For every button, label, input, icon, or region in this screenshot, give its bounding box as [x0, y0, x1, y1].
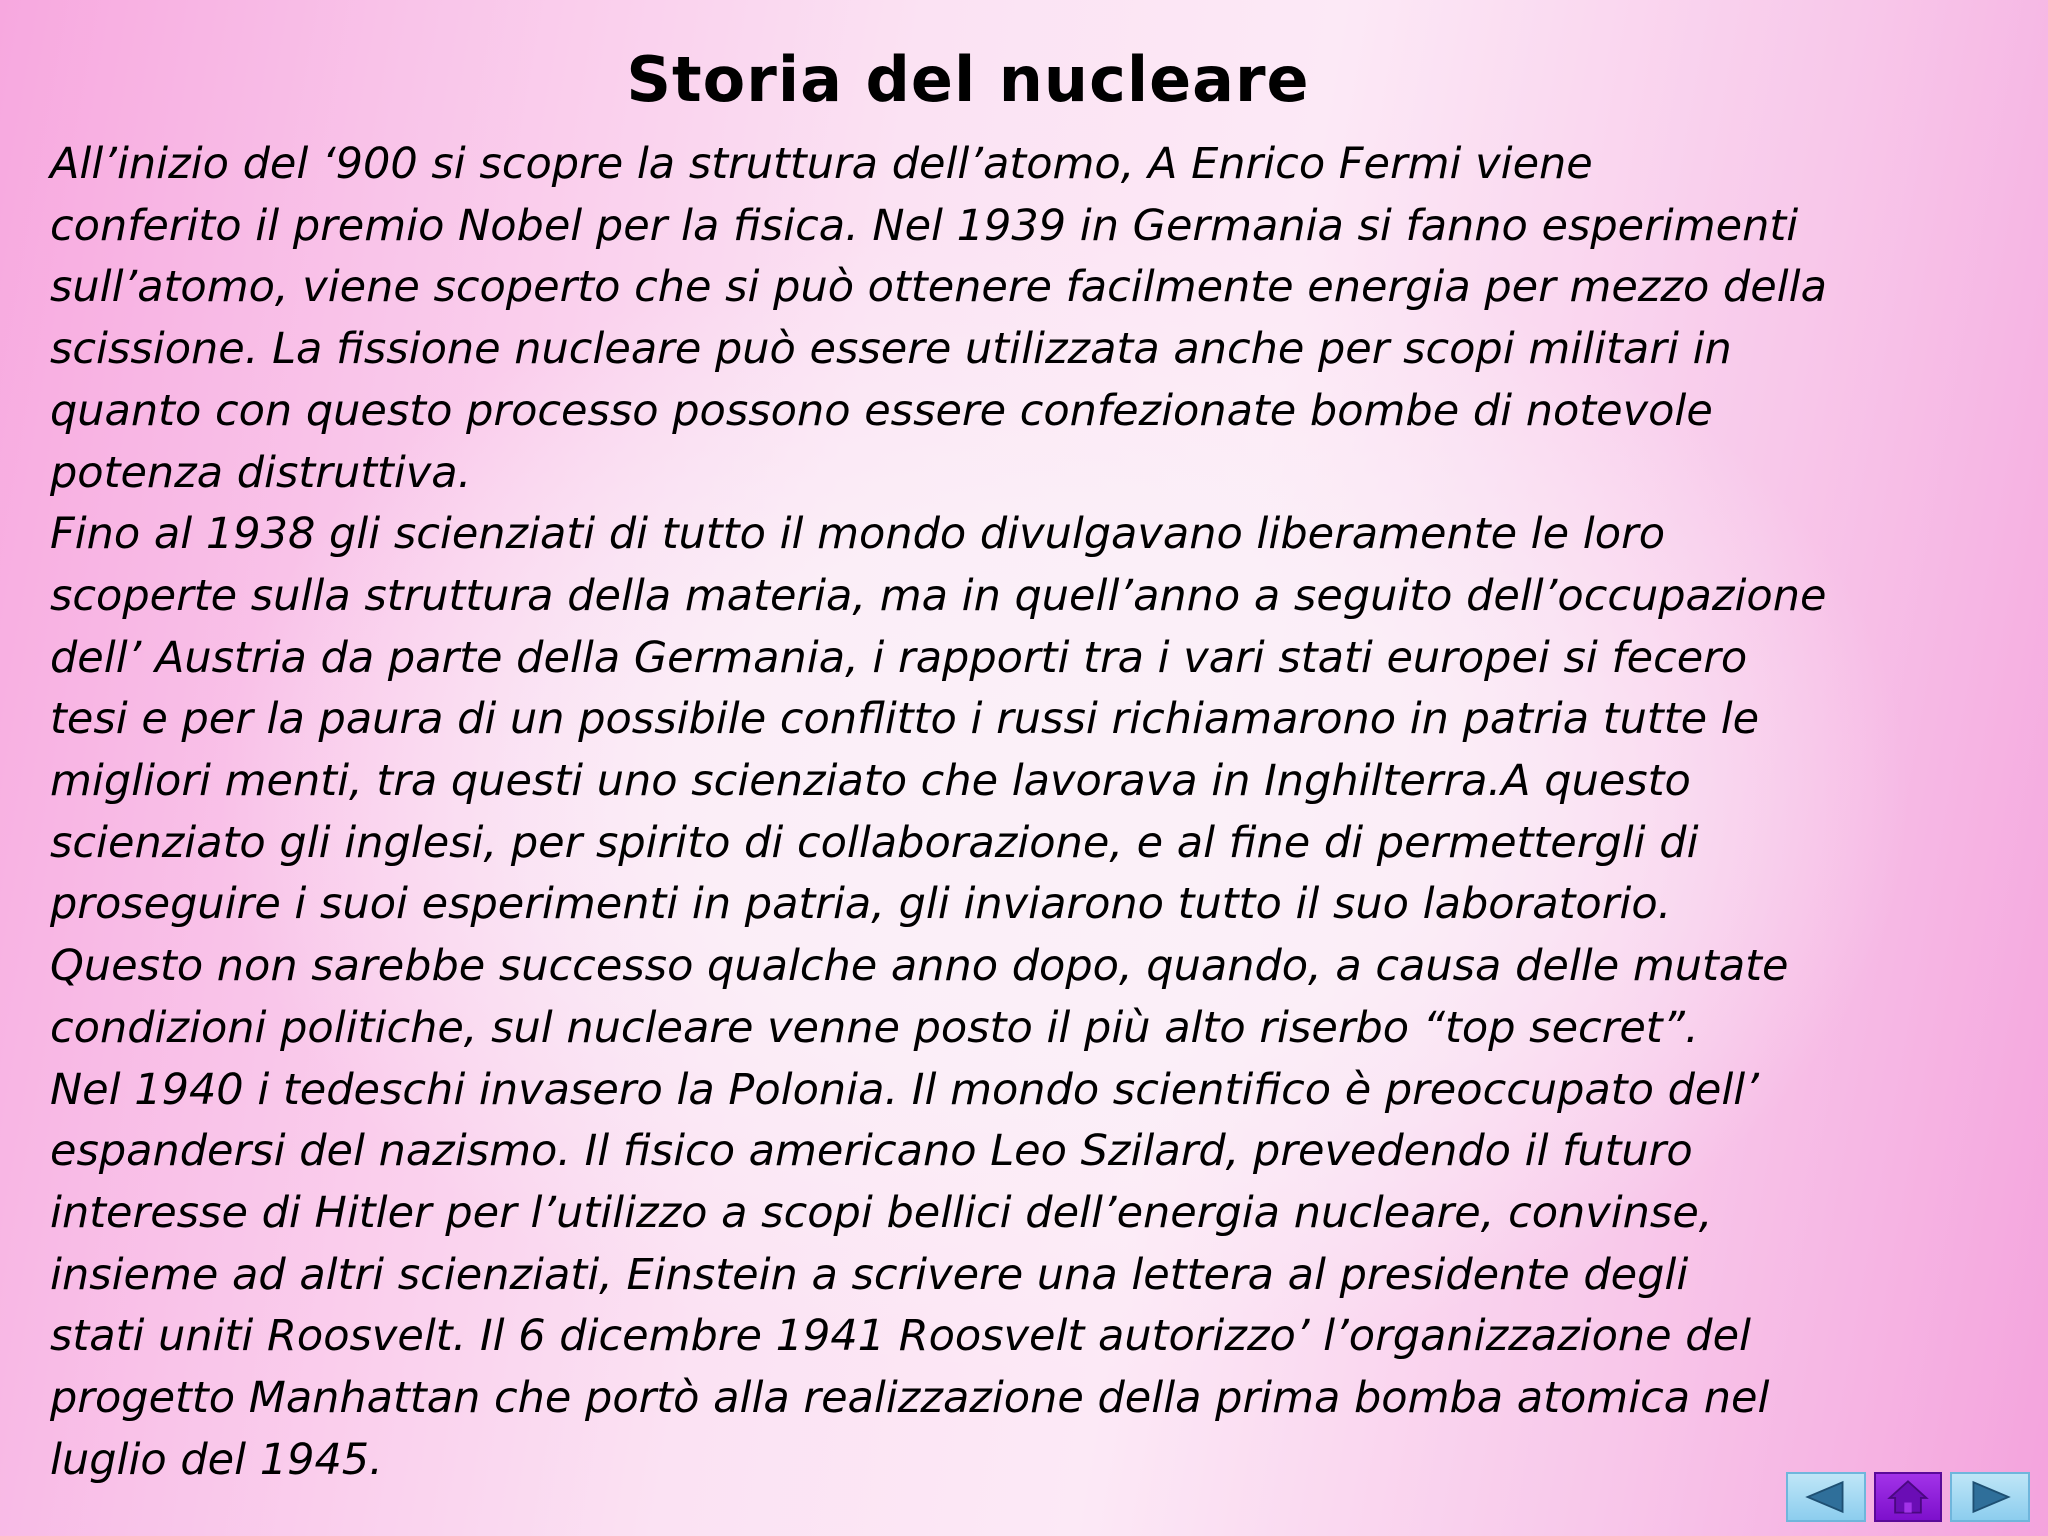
text-line: migliori menti, tra questi uno scienziato che lavorava in Inghilterra.A questo: [50, 756, 1691, 807]
text-line: espandersi del nazismo. Il fisico americano Leo Szilard, prevedendo il futuro: [50, 1126, 1693, 1177]
text-line: dell’ Austria da parte della Germania, i rapporti tra i vari stati europei si fecero: [50, 632, 1748, 683]
text-line: stati uniti Roosvelt. Il 6 dicembre 1941 Roosvelt autorizzo’ l’organizzazione del: [50, 1311, 1751, 1362]
previous-slide-button[interactable]: [1786, 1472, 1866, 1522]
text-line: insieme ad altri scienziati, Einstein a scrivere una lettera al presidente degli: [50, 1249, 1689, 1300]
house-icon: [1876, 1474, 1940, 1520]
text-line: progetto Manhattan che portò alla realizzazione della prima bomba atomica nel: [50, 1373, 1770, 1424]
text-line: condizioni politiche, sul nucleare venne posto il più alto riserbo “top secret”.: [50, 1002, 1699, 1053]
triangle-left-icon: [1788, 1474, 1864, 1520]
text-line: luglio del 1945.: [50, 1434, 383, 1485]
text-line: potenza distruttiva.: [50, 447, 472, 498]
text-line: scienziato gli inglesi, per spirito di collaborazione, e al fine di permettergli di: [50, 817, 1699, 868]
text-line: Questo non sarebbe successo qualche anno dopo, quando, a causa delle mutate: [50, 941, 1789, 992]
triangle-right-icon: [1952, 1474, 2028, 1520]
text-line: scoperte sulla struttura della materia, ma in quell’anno a seguito dell’occupazione: [50, 570, 1827, 621]
slide-navigation: [1786, 1472, 2036, 1522]
text-line: Nel 1940 i tedeschi invasero la Polonia. Il mondo scientifico è preoccupato dell’: [50, 1064, 1759, 1115]
text-line: conferito il premio Nobel per la fisica. Nel 1939 in Germania si fanno esperimenti: [50, 200, 1799, 251]
text-line: sull’atomo, viene scoperto che si può ottenere facilmente energia per mezzo della: [50, 262, 1827, 313]
text-line: Fino al 1938 gli scienziati di tutto il mondo divulgavano liberamente le loro: [50, 509, 1665, 560]
home-button[interactable]: [1874, 1472, 1942, 1522]
slide-title: Storia del nucleare: [626, 43, 1310, 116]
text-line: quanto con questo processo possono essere confezionate bombe di notevole: [50, 385, 1713, 436]
text-line: proseguire i suoi esperimenti in patria, gli inviarono tutto il suo laboratorio.: [50, 879, 1672, 930]
slide-body-text: [50, 134, 2010, 1491]
next-slide-button[interactable]: [1950, 1472, 2030, 1522]
text-line: All’inizio del ‘900 si scopre la struttura dell’atomo, A Enrico Fermi viene: [50, 139, 1593, 189]
text-line: tesi e per la paura di un possibile conflitto i russi richiamarono in patria tutte le: [50, 694, 1760, 745]
text-line: scissione. La fissione nucleare può essere utilizzata anche per scopi militari in: [50, 324, 1732, 375]
text-line: interesse di Hitler per l’utilizzo a scopi bellici dell’energia nucleare, convinse,: [50, 1187, 1713, 1238]
